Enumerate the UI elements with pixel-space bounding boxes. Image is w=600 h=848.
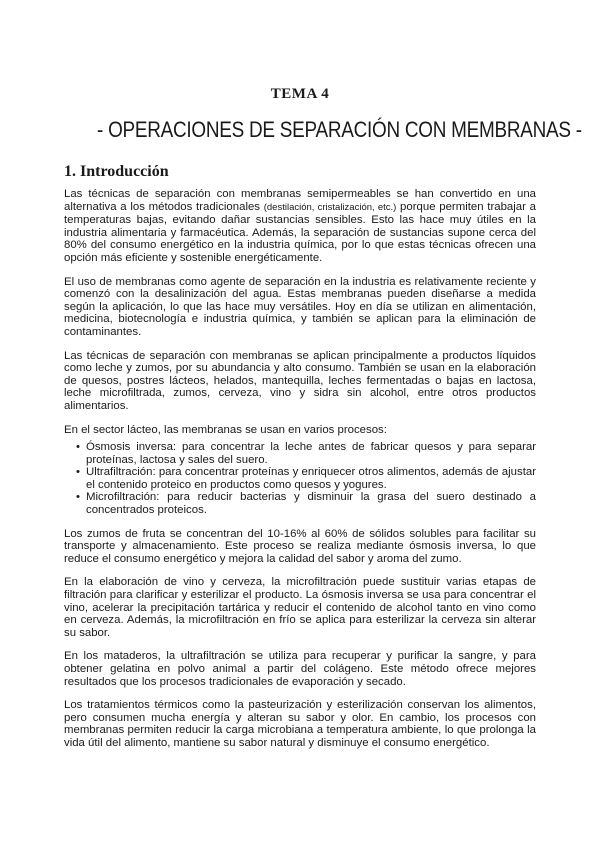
paragraph-3: Las técnicas de separación con membranas se aplican principalmente a productos líquidos como leche y zumos, por su abundancia y alto consumo. También se usan en la elaboración de quesos, postres lácteos, helados, mantequilla, leches fermentadas o bajas en lactosa, leche microfiltrada, zumos, cerveza, vino y sidra sin alcohol, entre otros productos alimentarios. [64, 349, 536, 412]
section-heading: 1. Introducción [64, 163, 169, 180]
bullet-item-microfiltracion: • Microfiltración: para reducir bacterias y disminuir la grasa del suero destinado a concentrados proteicos. [76, 491, 536, 516]
bullet-list [64, 441, 536, 517]
paragraph-1-start: Las técnicas de separación con membranas semipermeables se han convertido en una alternativa a los métodos tradicionales [64, 188, 536, 213]
page-title: - OPERACIONES DE SEPARACIÓN CON MEMBRANAS - [97, 117, 582, 142]
paragraph-7: En los mataderos, la ultrafiltración se utiliza para recuperar y purificar la sangre, y para obtener gelatina en polvo animal a partir del colágeno. Este método ofrece mejores resultados que los procesos tradicionales de evaporación y secado. [64, 650, 536, 688]
paragraph-5: Los zumos de fruta se concentran del 10-16% al 60% de sólidos solubles para facilitar su transporte y almacenamiento. Este proceso se realiza mediante ósmosis inversa, lo que reduce el consumo energético y mejora la calidad del sabor y aroma del zumo. [64, 527, 536, 565]
bullet-item-osmosis: • Ósmosis inversa: para concentrar la leche antes de fabricar quesos y para separar proteínas, lactosa y sales del suero. [76, 441, 536, 466]
paragraph-8: Los tratamientos térmicos como la pasteurización y esterilización conservan los alimentos, pero consumen mucha energía y alteran su sabor y olor. En cambio, los procesos con membranas permiten reducir la carga microbiana a temperatura ambiente, lo que prolonga la vida útil del alimento, mantiene su sabor natural y disminuye el consumo energético. [64, 699, 536, 749]
chapter-label: TEMA 4 [270, 86, 330, 102]
paragraph-2: El uso de membranas como agente de separación en la industria es relativamente reciente y comenzó con la desalinización del agua. Estas membranas pueden diseñarse a medida según la aplicación, lo que las hace muy versátiles. Hoy en día se utilizan en alimentación, medicina, biotecnología e industria química, y también se aplican para la eliminación de contaminantes. [64, 275, 536, 338]
paragraph-6: En la elaboración de vino y cerveza, la microfiltración puede sustituir varias etapas de filtración para clarificar y esterilizar el producto. La ósmosis inversa se usa para concentrar el vino, acelerar la precipitación tartárica y reducir el contenido de alcohol tanto en vino como en cerveza. Además, la microfiltración en frío se aplica para esterilizar la cerveza sin alterar su sabor. [64, 576, 536, 639]
paragraph-1 [64, 188, 536, 265]
bullet-item-ultrafiltracion: • Ultrafiltración: para concentrar proteínas y enriquecer otros alimentos, además de ajustar el contenido proteico en productos como quesos y yogures. [76, 466, 536, 491]
paragraph-1-examples: (destilación, cristalización, etc.) [263, 201, 397, 213]
paragraph-1-end: porque permiten trabajar a temperaturas bajas, evitando dañar sustancias sensibles. Esto las hace muy útiles en la industria alimentaria y farmacéutica. Además, la separación de sustancias supone cerca del 80% del consumo energético en la industria química, por lo que estas técnicas ofrecen una opción más eficiente y sostenible energéticamente. [64, 200, 536, 264]
paragraph-4: En el sector lácteo, las membranas se usan en varios procesos: [64, 423, 387, 436]
document-body [64, 188, 536, 761]
